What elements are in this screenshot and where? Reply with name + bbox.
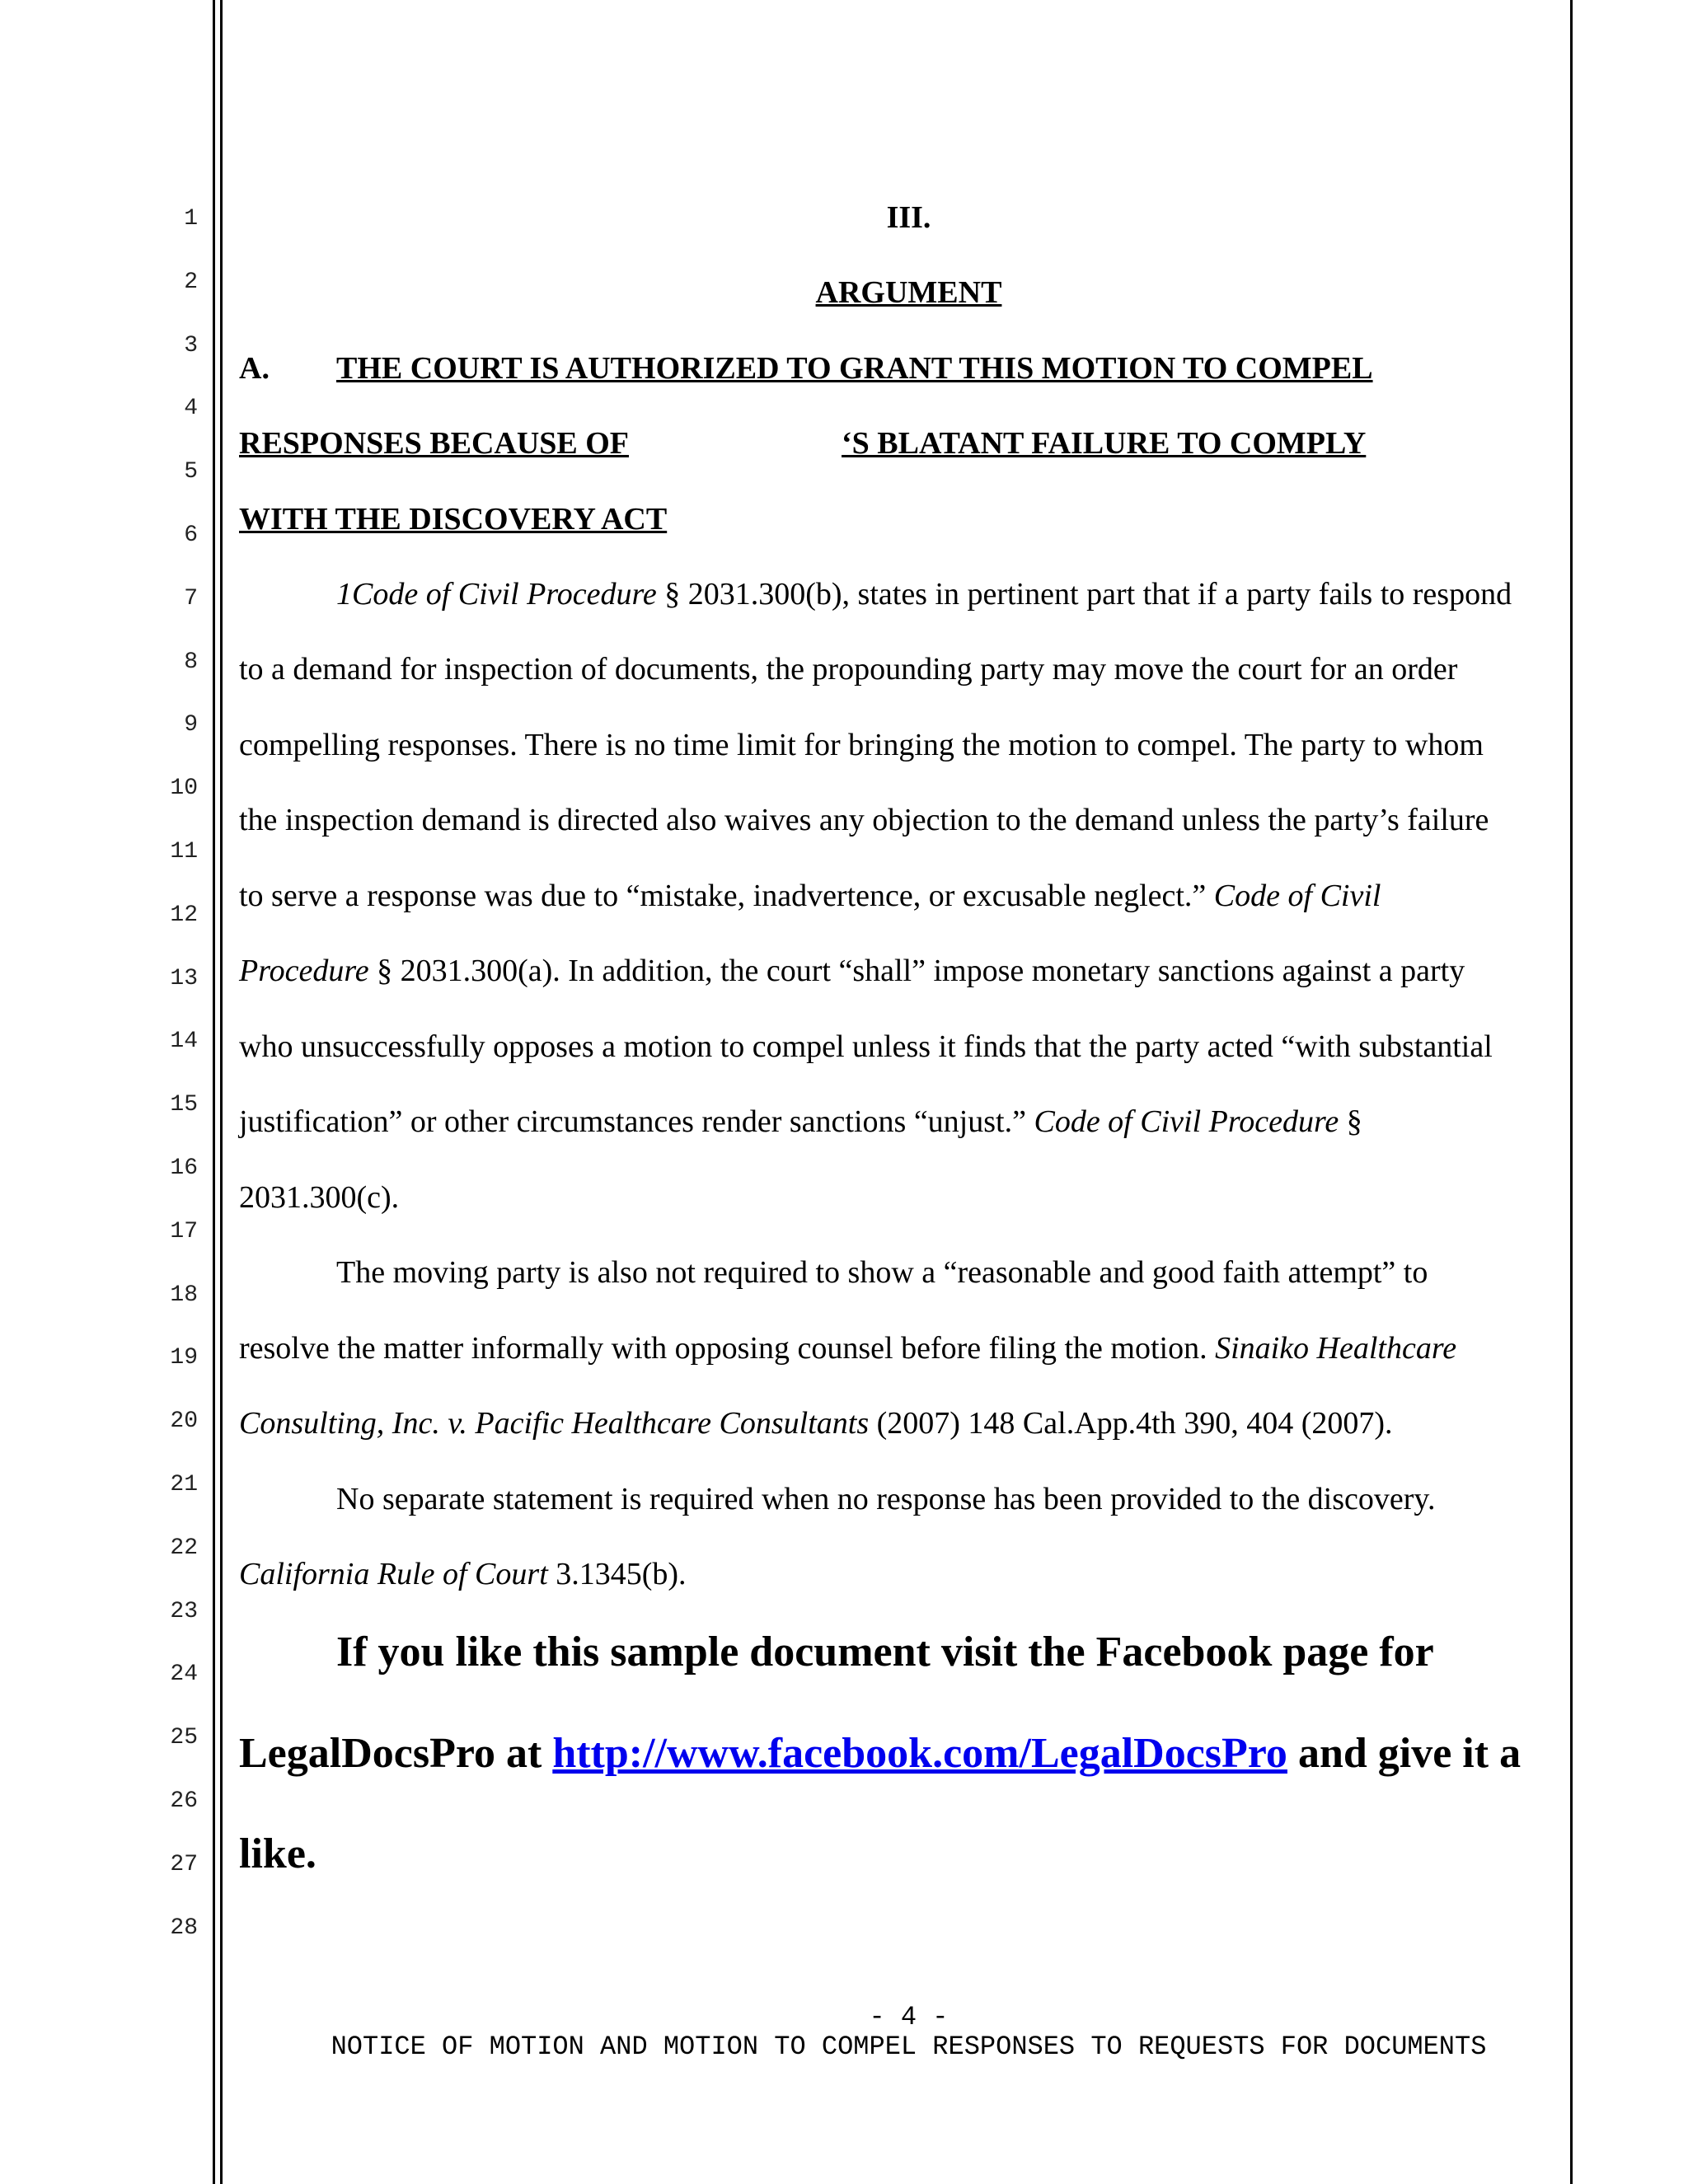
para1-line-8 bbox=[239, 1104, 1599, 1140]
line-number: 12 bbox=[170, 902, 198, 928]
para3-line-2 bbox=[239, 1556, 1599, 1592]
para1-line-1 bbox=[239, 576, 1599, 612]
para1-line-4: the inspection demand is directed also waives any objection to the demand unless the party’s failure bbox=[239, 803, 1489, 837]
line-number: 5 bbox=[184, 459, 198, 485]
para1-text-8: justification” or other circumstances render sanctions “unjust.” bbox=[239, 1104, 1034, 1139]
para2-cite-3: Consulting, Inc. v. Pacific Healthcare Consultants bbox=[239, 1406, 870, 1441]
heading-a-line-2 bbox=[239, 425, 1599, 462]
para2-text-2: resolve the matter informally with opposing counsel before filing the motion. bbox=[239, 1331, 1216, 1366]
para1-text-1: § 2031.300(b), states in pertinent part that if a party fails to respond bbox=[656, 577, 1512, 612]
para1-line-9: 2031.300(c). bbox=[239, 1180, 400, 1215]
heading-a-line-3: WITH THE DISCOVERY ACT bbox=[239, 502, 668, 537]
para1-text-8-end: § bbox=[1339, 1104, 1362, 1139]
line-number: 4 bbox=[184, 396, 198, 422]
para2-cite-2: Sinaiko Healthcare bbox=[1215, 1331, 1457, 1366]
para2-line-1: The moving party is also not required to show a “reasonable and good faith attempt” to bbox=[336, 1255, 1428, 1290]
line-number: 17 bbox=[170, 1218, 198, 1244]
line-number: 14 bbox=[170, 1029, 198, 1055]
heading-a-letter: A. bbox=[239, 351, 270, 386]
line-number: 7 bbox=[184, 585, 198, 612]
line-number: 16 bbox=[170, 1155, 198, 1181]
line-number: 23 bbox=[170, 1598, 198, 1624]
line-number: 11 bbox=[170, 839, 198, 865]
para3-text-2: 3.1345(b). bbox=[547, 1557, 687, 1591]
para1-cite-6: Procedure bbox=[239, 954, 369, 988]
para1-line-5 bbox=[239, 878, 1599, 914]
para1-text-6: § 2031.300(a). In addition, the court “shall” impose monetary sanctions against a party bbox=[368, 954, 1465, 988]
line-number: 1 bbox=[184, 206, 198, 232]
line-number: 19 bbox=[170, 1345, 198, 1371]
line-number: 10 bbox=[170, 776, 198, 802]
left-margin-rule-2 bbox=[220, 0, 223, 2184]
para1-cite-5: Code of Civil bbox=[1213, 879, 1381, 913]
line-number: 3 bbox=[184, 332, 198, 359]
para1-cite-8: Code of Civil Procedure bbox=[1034, 1104, 1339, 1139]
line-numbers bbox=[0, 0, 206, 2184]
line-number: 28 bbox=[170, 1915, 198, 1941]
heading-a-text-2-left: RESPONSES BECAUSE OF bbox=[239, 426, 630, 461]
heading-a-line-1 bbox=[239, 350, 1599, 387]
line-number: 9 bbox=[184, 712, 198, 738]
para3-line-1: No separate statement is required when no response has been provided to the discovery. bbox=[336, 1482, 1436, 1516]
section-title: ARGUMENT bbox=[815, 275, 1002, 310]
facebook-link[interactable]: http://www.facebook.com/LegalDocsPro bbox=[552, 1730, 1287, 1777]
para1-line-6 bbox=[239, 953, 1599, 989]
promo-line-3: like. bbox=[239, 1830, 316, 1877]
promo-text-post: and give it a bbox=[1287, 1730, 1522, 1777]
para2-line-2 bbox=[239, 1330, 1599, 1366]
para1-line-3: compelling responses. There is no time limit for bringing the motion to compel. The party to whom bbox=[239, 728, 1484, 762]
line-number: 6 bbox=[184, 523, 198, 548]
para1-text-5: to serve a response was due to “mistake, inadvertence, or excusable neglect.” bbox=[239, 879, 1214, 913]
line-number: 22 bbox=[170, 1535, 198, 1561]
promo-line-1: If you like this sample document visit the Facebook page for bbox=[336, 1629, 1434, 1675]
line-number: 27 bbox=[170, 1851, 198, 1877]
section-number: III. bbox=[886, 200, 931, 235]
left-margin-rule-1 bbox=[213, 0, 215, 2184]
para1-line-2: to a demand for inspection of documents, the propounding party may move the court for an order bbox=[239, 652, 1458, 687]
para1-line-7: who unsuccessfully opposes a motion to compel unless it finds that the party acted “with substantial bbox=[239, 1029, 1493, 1064]
para2-text-3: (2007) 148 Cal.App.4th 390, 404 (2007). bbox=[869, 1406, 1393, 1441]
line-number: 15 bbox=[170, 1092, 198, 1118]
line-number: 26 bbox=[170, 1788, 198, 1814]
line-number: 25 bbox=[170, 1725, 198, 1751]
line-number: 2 bbox=[184, 269, 198, 295]
line-number: 24 bbox=[170, 1661, 198, 1688]
para3-cite-2: California Rule of Court bbox=[239, 1557, 548, 1591]
line-number: 13 bbox=[170, 965, 198, 991]
line-number: 20 bbox=[170, 1408, 198, 1435]
promo-text-pre: LegalDocsPro at bbox=[239, 1730, 553, 1777]
para2-line-3 bbox=[239, 1405, 1599, 1441]
footer-title: NOTICE OF MOTION AND MOTION TO COMPEL RESPONSES TO REQUESTS FOR DOCUMENTS bbox=[331, 2032, 1487, 2062]
page-number: - 4 - bbox=[869, 2002, 949, 2032]
line-number: 8 bbox=[184, 649, 198, 675]
line-number: 18 bbox=[170, 1282, 198, 1308]
heading-a-text-1: THE COURT IS AUTHORIZED TO GRANT THIS MOTION TO COMPEL bbox=[336, 351, 1373, 386]
heading-a-text-2-right: ‘S BLATANT FAILURE TO COMPLY bbox=[842, 426, 1367, 461]
para1-cite-1: 1Code of Civil Procedure bbox=[336, 577, 657, 612]
line-number: 21 bbox=[170, 1472, 198, 1497]
promo-line-2 bbox=[239, 1729, 1599, 1779]
